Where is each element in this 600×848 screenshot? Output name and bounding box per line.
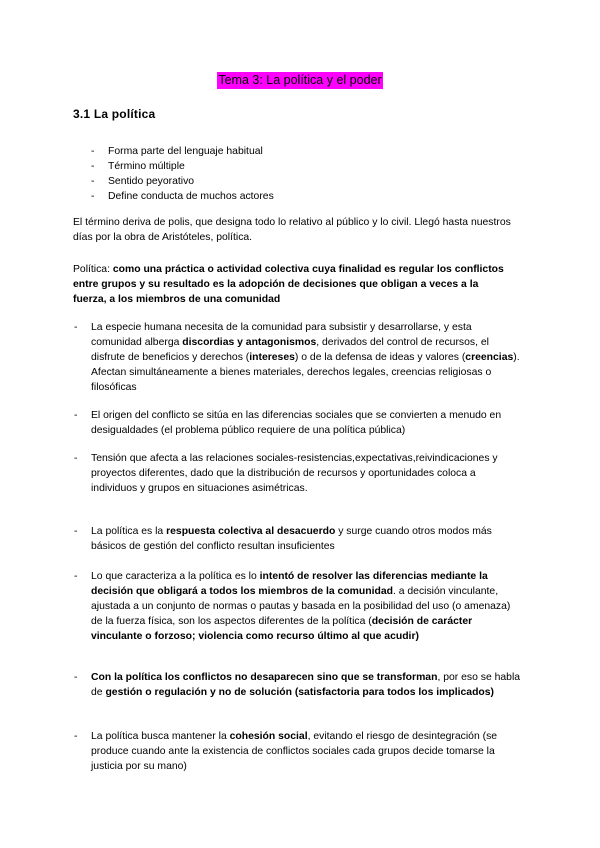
text-run: , evitando el riesgo de desintegración (se produce cuando ante la existencia de conflictos sociales cada grupos decide tomarse la justicia por su mano)	[91, 731, 498, 772]
list-item: - Sentido peyorativo	[73, 174, 513, 189]
bold-run: discordias y antagonismos	[182, 337, 317, 348]
bold-run: intereses	[249, 352, 295, 363]
definition-text: como una práctica o actividad colectiva cuya finalidad es regular los conflictos entre grupos y su resultado es la adopción de decisiones que obligan a veces a la fuerza, a los miembros de una comunidad	[73, 264, 504, 305]
text-run: La especie humana necesita de la comunidad para subsistir y desarrollarse, y esta comunidad alberga	[91, 322, 472, 348]
text-run: , derivados del control de recursos, el disfrute de beneficios y derechos (	[91, 337, 489, 363]
list-item: - Define conducta de muchos actores	[73, 189, 513, 204]
text-run: La política busca mantener la	[91, 731, 230, 742]
definition-label: Política:	[73, 264, 113, 275]
bold-run: decisión de carácter vinculante o forzoso; violencia como recurso último al que acudir)	[91, 616, 473, 642]
bold-run: cohesión social	[229, 731, 308, 742]
bold-run: creencias	[465, 352, 514, 363]
document-title: Tema 3: La política y el poder	[218, 73, 382, 87]
text-run: , por eso se habla de	[91, 672, 521, 698]
text-run: La política es la	[91, 526, 167, 537]
bullet-item	[91, 729, 523, 774]
text-run: Lo que caracteriza a la política es lo	[91, 571, 260, 582]
bullet-item	[91, 320, 523, 395]
etymology-paragraph: El término deriva de polis, que designa todo lo relativo al público y lo civil. Llegó hasta nuestros días por la obra de Aristóteles, política.	[73, 217, 511, 243]
text-run: Tensión que afecta a las relaciones sociales-resistencias,expectativas,reivindicaciones y proyectos diferentes, dado que la distribución de recursos y oportunidades coloca a individuos y grupos en situaciones asimétricas.	[91, 453, 498, 494]
text-run: y surge cuando otros modos más básicos de gestión del conflicto resultan insuficientes	[91, 526, 492, 552]
bullet-item	[91, 569, 523, 644]
bold-run: respuesta colectiva al desacuerdo	[166, 526, 336, 537]
bold-run: intentó de resolver las diferencias mediante la decisión que obligará a todos los miembros de la comunidad	[91, 571, 488, 597]
definition-paragraph	[73, 262, 513, 307]
text-run: . a decisión vinculante, ajustada a un conjunto de normas o pautas y basada en la posibilidad del uso (o amenaza) de la fuerza física, son los aspectos diferentes de la política (	[91, 586, 511, 627]
section-heading: 3.1 La política	[73, 107, 156, 121]
list-item: - Forma parte del lenguaje habitual	[73, 144, 513, 159]
bold-run: Con la política los conflictos no desaparecen sino que se transforman	[91, 672, 438, 683]
bullet-item	[91, 408, 523, 438]
bullet-item	[91, 524, 523, 554]
feature-list	[73, 144, 513, 204]
list-item: - Término múltiple	[73, 159, 513, 174]
text-run: ). Afectan simultáneamente a bienes materiales, derechos legales, creencias religiosas o filosóficas	[91, 352, 520, 393]
bold-run: gestión o regulación y no de solución (satisfactoria para todos los implicados)	[105, 687, 495, 698]
bullet-item	[91, 451, 523, 496]
text-run: El origen del conflicto se sitúa en las diferencias sociales que se convierten a menudo en desigualdades (el problema público requiere de una política pública)	[91, 410, 502, 436]
title-wrapper	[0, 72, 600, 89]
bullet-item	[91, 670, 523, 700]
text-run: ) o de la defensa de ideas y valores (	[294, 352, 466, 363]
